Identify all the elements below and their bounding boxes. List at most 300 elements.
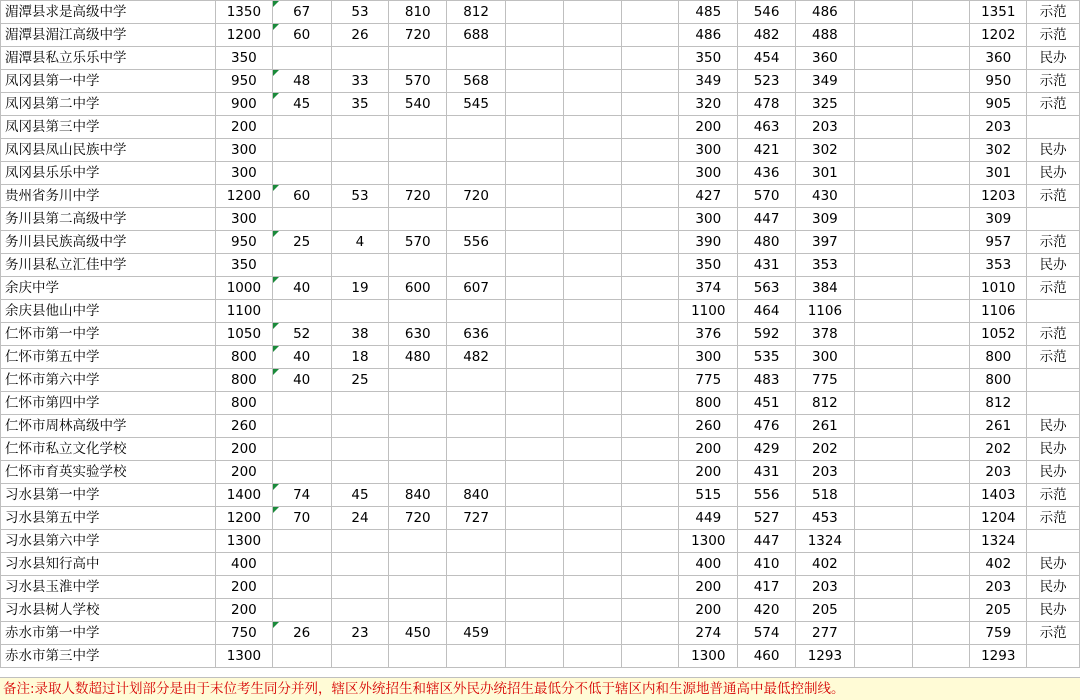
value-cell[interactable]: [854, 70, 912, 93]
value-cell[interactable]: 759: [970, 622, 1027, 645]
value-cell[interactable]: 301: [795, 162, 854, 185]
value-cell[interactable]: [621, 208, 679, 231]
value-cell[interactable]: [331, 415, 389, 438]
school-type-cell[interactable]: [1027, 645, 1080, 668]
value-cell[interactable]: 451: [738, 392, 796, 415]
value-cell[interactable]: [331, 254, 389, 277]
value-cell[interactable]: 1100: [215, 300, 272, 323]
value-cell[interactable]: [621, 231, 679, 254]
value-cell[interactable]: [563, 553, 621, 576]
value-cell[interactable]: 1300: [215, 645, 272, 668]
value-cell[interactable]: 400: [215, 553, 272, 576]
value-cell[interactable]: [912, 139, 970, 162]
value-cell[interactable]: [621, 645, 679, 668]
value-cell[interactable]: [505, 231, 563, 254]
value-cell[interactable]: 53: [331, 1, 389, 24]
value-cell[interactable]: 486: [679, 24, 738, 47]
value-cell[interactable]: [563, 1, 621, 24]
value-cell[interactable]: [912, 162, 970, 185]
value-cell[interactable]: [912, 530, 970, 553]
value-cell[interactable]: 720: [389, 185, 447, 208]
value-cell[interactable]: [563, 392, 621, 415]
value-cell[interactable]: 812: [970, 392, 1027, 415]
value-cell[interactable]: 45: [331, 484, 389, 507]
value-cell[interactable]: 349: [795, 70, 854, 93]
value-cell[interactable]: [621, 415, 679, 438]
value-cell[interactable]: [272, 461, 331, 484]
value-cell[interactable]: [447, 438, 506, 461]
school-type-cell[interactable]: 示范: [1027, 484, 1080, 507]
value-cell[interactable]: [621, 392, 679, 415]
value-cell[interactable]: [389, 116, 447, 139]
value-cell[interactable]: 483: [738, 369, 796, 392]
school-type-cell[interactable]: 民办: [1027, 553, 1080, 576]
value-cell[interactable]: [912, 438, 970, 461]
value-cell[interactable]: 302: [970, 139, 1027, 162]
value-cell[interactable]: [272, 645, 331, 668]
school-name-cell[interactable]: 仁怀市第五中学: [1, 346, 216, 369]
value-cell[interactable]: [447, 139, 506, 162]
value-cell[interactable]: 60: [272, 185, 331, 208]
school-name-cell[interactable]: 凤冈县乐乐中学: [1, 162, 216, 185]
value-cell[interactable]: 1010: [970, 277, 1027, 300]
school-name-cell[interactable]: 仁怀市第一中学: [1, 323, 216, 346]
value-cell[interactable]: 1204: [970, 507, 1027, 530]
value-cell[interactable]: 200: [215, 461, 272, 484]
value-cell[interactable]: 390: [679, 231, 738, 254]
value-cell[interactable]: 556: [738, 484, 796, 507]
value-cell[interactable]: [563, 208, 621, 231]
value-cell[interactable]: 630: [389, 323, 447, 346]
value-cell[interactable]: [621, 530, 679, 553]
school-name-cell[interactable]: 湄潭县私立乐乐中学: [1, 47, 216, 70]
value-cell[interactable]: [389, 47, 447, 70]
value-cell[interactable]: [505, 415, 563, 438]
value-cell[interactable]: 1300: [679, 530, 738, 553]
value-cell[interactable]: [621, 24, 679, 47]
value-cell[interactable]: 775: [795, 369, 854, 392]
value-cell[interactable]: [912, 254, 970, 277]
value-cell[interactable]: 300: [679, 162, 738, 185]
value-cell[interactable]: 205: [970, 599, 1027, 622]
value-cell[interactable]: 1200: [215, 507, 272, 530]
value-cell[interactable]: [505, 254, 563, 277]
value-cell[interactable]: [389, 162, 447, 185]
value-cell[interactable]: 360: [795, 47, 854, 70]
value-cell[interactable]: 436: [738, 162, 796, 185]
value-cell[interactable]: [621, 438, 679, 461]
value-cell[interactable]: 478: [738, 93, 796, 116]
value-cell[interactable]: 636: [447, 323, 506, 346]
value-cell[interactable]: [912, 484, 970, 507]
value-cell[interactable]: 203: [970, 576, 1027, 599]
value-cell[interactable]: [389, 553, 447, 576]
school-type-cell[interactable]: 民办: [1027, 415, 1080, 438]
value-cell[interactable]: 420: [738, 599, 796, 622]
value-cell[interactable]: 431: [738, 254, 796, 277]
value-cell[interactable]: [854, 1, 912, 24]
value-cell[interactable]: [563, 622, 621, 645]
value-cell[interactable]: [389, 369, 447, 392]
school-name-cell[interactable]: 贵州省务川中学: [1, 185, 216, 208]
value-cell[interactable]: [447, 369, 506, 392]
value-cell[interactable]: 200: [215, 116, 272, 139]
value-cell[interactable]: 482: [738, 24, 796, 47]
value-cell[interactable]: [331, 47, 389, 70]
value-cell[interactable]: [447, 208, 506, 231]
value-cell[interactable]: [912, 116, 970, 139]
value-cell[interactable]: [447, 576, 506, 599]
value-cell[interactable]: 545: [447, 93, 506, 116]
value-cell[interactable]: [912, 208, 970, 231]
value-cell[interactable]: [272, 254, 331, 277]
value-cell[interactable]: [912, 507, 970, 530]
value-cell[interactable]: 750: [215, 622, 272, 645]
school-type-cell[interactable]: [1027, 392, 1080, 415]
value-cell[interactable]: 523: [738, 70, 796, 93]
value-cell[interactable]: 274: [679, 622, 738, 645]
value-cell[interactable]: 800: [215, 346, 272, 369]
school-name-cell[interactable]: 湄潭县求是高级中学: [1, 1, 216, 24]
value-cell[interactable]: 26: [331, 24, 389, 47]
school-name-cell[interactable]: 习水县第五中学: [1, 507, 216, 530]
value-cell[interactable]: [912, 461, 970, 484]
value-cell[interactable]: [563, 484, 621, 507]
value-cell[interactable]: [621, 461, 679, 484]
value-cell[interactable]: [447, 392, 506, 415]
value-cell[interactable]: [912, 185, 970, 208]
school-type-cell[interactable]: 民办: [1027, 461, 1080, 484]
value-cell[interactable]: 320: [679, 93, 738, 116]
value-cell[interactable]: [563, 277, 621, 300]
value-cell[interactable]: [912, 277, 970, 300]
school-type-cell[interactable]: 民办: [1027, 599, 1080, 622]
value-cell[interactable]: [505, 300, 563, 323]
school-name-cell[interactable]: 余庆县他山中学: [1, 300, 216, 323]
value-cell[interactable]: 453: [795, 507, 854, 530]
value-cell[interactable]: 402: [795, 553, 854, 576]
value-cell[interactable]: 52: [272, 323, 331, 346]
value-cell[interactable]: [854, 47, 912, 70]
value-cell[interactable]: 300: [215, 208, 272, 231]
value-cell[interactable]: 74: [272, 484, 331, 507]
value-cell[interactable]: [505, 70, 563, 93]
value-cell[interactable]: [912, 392, 970, 415]
value-cell[interactable]: [854, 369, 912, 392]
value-cell[interactable]: [563, 254, 621, 277]
value-cell[interactable]: [272, 139, 331, 162]
value-cell[interactable]: 1052: [970, 323, 1027, 346]
value-cell[interactable]: [854, 438, 912, 461]
value-cell[interactable]: 353: [795, 254, 854, 277]
school-type-cell[interactable]: [1027, 208, 1080, 231]
value-cell[interactable]: [563, 346, 621, 369]
value-cell[interactable]: [272, 576, 331, 599]
value-cell[interactable]: [912, 1, 970, 24]
value-cell[interactable]: 18: [331, 346, 389, 369]
value-cell[interactable]: [912, 70, 970, 93]
value-cell[interactable]: [912, 323, 970, 346]
value-cell[interactable]: [621, 47, 679, 70]
value-cell[interactable]: 353: [970, 254, 1027, 277]
value-cell[interactable]: [272, 300, 331, 323]
value-cell[interactable]: 261: [970, 415, 1027, 438]
value-cell[interactable]: 540: [389, 93, 447, 116]
value-cell[interactable]: 1203: [970, 185, 1027, 208]
school-type-cell[interactable]: 示范: [1027, 70, 1080, 93]
school-type-cell[interactable]: [1027, 300, 1080, 323]
value-cell[interactable]: 447: [738, 530, 796, 553]
value-cell[interactable]: [272, 47, 331, 70]
value-cell[interactable]: [389, 415, 447, 438]
value-cell[interactable]: [854, 622, 912, 645]
value-cell[interactable]: 957: [970, 231, 1027, 254]
value-cell[interactable]: [912, 553, 970, 576]
value-cell[interactable]: [389, 599, 447, 622]
value-cell[interactable]: 1300: [215, 530, 272, 553]
value-cell[interactable]: 812: [447, 1, 506, 24]
value-cell[interactable]: 1324: [970, 530, 1027, 553]
value-cell[interactable]: 527: [738, 507, 796, 530]
value-cell[interactable]: [563, 300, 621, 323]
value-cell[interactable]: [505, 507, 563, 530]
value-cell[interactable]: 430: [795, 185, 854, 208]
value-cell[interactable]: 460: [738, 645, 796, 668]
value-cell[interactable]: [505, 438, 563, 461]
value-cell[interactable]: [505, 139, 563, 162]
value-cell[interactable]: [621, 1, 679, 24]
value-cell[interactable]: 40: [272, 346, 331, 369]
value-cell[interactable]: 40: [272, 277, 331, 300]
value-cell[interactable]: [505, 323, 563, 346]
value-cell[interactable]: 568: [447, 70, 506, 93]
school-name-cell[interactable]: 赤水市第三中学: [1, 645, 216, 668]
value-cell[interactable]: 810: [389, 1, 447, 24]
value-cell[interactable]: 905: [970, 93, 1027, 116]
value-cell[interactable]: 417: [738, 576, 796, 599]
value-cell[interactable]: [447, 47, 506, 70]
value-cell[interactable]: 518: [795, 484, 854, 507]
value-cell[interactable]: 40: [272, 369, 331, 392]
school-name-cell[interactable]: 凤冈县第二中学: [1, 93, 216, 116]
value-cell[interactable]: 374: [679, 277, 738, 300]
value-cell[interactable]: 300: [679, 139, 738, 162]
value-cell[interactable]: 203: [795, 116, 854, 139]
value-cell[interactable]: 482: [447, 346, 506, 369]
value-cell[interactable]: 1202: [970, 24, 1027, 47]
value-cell[interactable]: 349: [679, 70, 738, 93]
value-cell[interactable]: 427: [679, 185, 738, 208]
value-cell[interactable]: [563, 507, 621, 530]
value-cell[interactable]: 800: [215, 392, 272, 415]
value-cell[interactable]: 812: [795, 392, 854, 415]
school-type-cell[interactable]: 民办: [1027, 254, 1080, 277]
value-cell[interactable]: [389, 645, 447, 668]
value-cell[interactable]: 950: [215, 231, 272, 254]
value-cell[interactable]: [331, 208, 389, 231]
value-cell[interactable]: 464: [738, 300, 796, 323]
value-cell[interactable]: 1300: [679, 645, 738, 668]
value-cell[interactable]: [854, 162, 912, 185]
value-cell[interactable]: [854, 599, 912, 622]
school-name-cell[interactable]: 仁怀市第六中学: [1, 369, 216, 392]
value-cell[interactable]: 402: [970, 553, 1027, 576]
value-cell[interactable]: 23: [331, 622, 389, 645]
value-cell[interactable]: 4: [331, 231, 389, 254]
value-cell[interactable]: [447, 530, 506, 553]
school-type-cell[interactable]: 示范: [1027, 93, 1080, 116]
value-cell[interactable]: 688: [447, 24, 506, 47]
value-cell[interactable]: [272, 530, 331, 553]
school-type-cell[interactable]: 民办: [1027, 438, 1080, 461]
value-cell[interactable]: 200: [215, 438, 272, 461]
value-cell[interactable]: [505, 47, 563, 70]
value-cell[interactable]: [272, 415, 331, 438]
value-cell[interactable]: 300: [215, 139, 272, 162]
value-cell[interactable]: [854, 484, 912, 507]
value-cell[interactable]: 200: [679, 576, 738, 599]
value-cell[interactable]: 33: [331, 70, 389, 93]
value-cell[interactable]: [563, 530, 621, 553]
value-cell[interactable]: [331, 553, 389, 576]
value-cell[interactable]: 277: [795, 622, 854, 645]
school-type-cell[interactable]: 示范: [1027, 24, 1080, 47]
value-cell[interactable]: 200: [679, 599, 738, 622]
value-cell[interactable]: [505, 116, 563, 139]
value-cell[interactable]: [912, 369, 970, 392]
value-cell[interactable]: [505, 576, 563, 599]
value-cell[interactable]: 260: [679, 415, 738, 438]
value-cell[interactable]: [563, 185, 621, 208]
value-cell[interactable]: [389, 254, 447, 277]
value-cell[interactable]: 200: [679, 438, 738, 461]
school-name-cell[interactable]: 赤水市第一中学: [1, 622, 216, 645]
value-cell[interactable]: [272, 392, 331, 415]
value-cell[interactable]: 486: [795, 1, 854, 24]
value-cell[interactable]: 775: [679, 369, 738, 392]
value-cell[interactable]: 447: [738, 208, 796, 231]
value-cell[interactable]: [389, 576, 447, 599]
value-cell[interactable]: 200: [679, 461, 738, 484]
value-cell[interactable]: 202: [970, 438, 1027, 461]
school-type-cell[interactable]: 示范: [1027, 1, 1080, 24]
value-cell[interactable]: 1400: [215, 484, 272, 507]
value-cell[interactable]: [272, 162, 331, 185]
value-cell[interactable]: [854, 346, 912, 369]
value-cell[interactable]: [621, 576, 679, 599]
value-cell[interactable]: [563, 415, 621, 438]
value-cell[interactable]: [389, 392, 447, 415]
value-cell[interactable]: [563, 599, 621, 622]
value-cell[interactable]: 67: [272, 1, 331, 24]
value-cell[interactable]: [331, 530, 389, 553]
value-cell[interactable]: [331, 116, 389, 139]
value-cell[interactable]: 476: [738, 415, 796, 438]
value-cell[interactable]: 546: [738, 1, 796, 24]
school-name-cell[interactable]: 湄潭县湄江高级中学: [1, 24, 216, 47]
school-name-cell[interactable]: 习水县玉淮中学: [1, 576, 216, 599]
value-cell[interactable]: [854, 392, 912, 415]
value-cell[interactable]: 421: [738, 139, 796, 162]
school-type-cell[interactable]: 示范: [1027, 185, 1080, 208]
value-cell[interactable]: [621, 70, 679, 93]
value-cell[interactable]: 556: [447, 231, 506, 254]
value-cell[interactable]: [505, 461, 563, 484]
school-name-cell[interactable]: 仁怀市私立文化学校: [1, 438, 216, 461]
value-cell[interactable]: [912, 47, 970, 70]
value-cell[interactable]: 950: [215, 70, 272, 93]
value-cell[interactable]: [505, 1, 563, 24]
value-cell[interactable]: [854, 530, 912, 553]
value-cell[interactable]: 429: [738, 438, 796, 461]
school-type-cell[interactable]: 示范: [1027, 507, 1080, 530]
school-name-cell[interactable]: 务川县私立汇佳中学: [1, 254, 216, 277]
value-cell[interactable]: 48: [272, 70, 331, 93]
value-cell[interactable]: 300: [679, 208, 738, 231]
school-name-cell[interactable]: 仁怀市周林高级中学: [1, 415, 216, 438]
value-cell[interactable]: [563, 576, 621, 599]
value-cell[interactable]: [621, 93, 679, 116]
value-cell[interactable]: [854, 24, 912, 47]
value-cell[interactable]: 535: [738, 346, 796, 369]
value-cell[interactable]: [854, 231, 912, 254]
value-cell[interactable]: [447, 599, 506, 622]
value-cell[interactable]: [389, 139, 447, 162]
value-cell[interactable]: [505, 484, 563, 507]
value-cell[interactable]: [447, 553, 506, 576]
value-cell[interactable]: 200: [215, 576, 272, 599]
value-cell[interactable]: 309: [970, 208, 1027, 231]
value-cell[interactable]: 360: [970, 47, 1027, 70]
value-cell[interactable]: 35: [331, 93, 389, 116]
value-cell[interactable]: 800: [970, 346, 1027, 369]
value-cell[interactable]: 309: [795, 208, 854, 231]
school-type-cell[interactable]: 示范: [1027, 277, 1080, 300]
value-cell[interactable]: [505, 622, 563, 645]
value-cell[interactable]: [854, 553, 912, 576]
value-cell[interactable]: [621, 300, 679, 323]
value-cell[interactable]: [331, 162, 389, 185]
value-cell[interactable]: 38: [331, 323, 389, 346]
value-cell[interactable]: 1293: [970, 645, 1027, 668]
value-cell[interactable]: 25: [272, 231, 331, 254]
value-cell[interactable]: 260: [215, 415, 272, 438]
value-cell[interactable]: [621, 323, 679, 346]
value-cell[interactable]: 376: [679, 323, 738, 346]
value-cell[interactable]: [621, 507, 679, 530]
value-cell[interactable]: 800: [970, 369, 1027, 392]
value-cell[interactable]: 515: [679, 484, 738, 507]
value-cell[interactable]: [854, 208, 912, 231]
value-cell[interactable]: [563, 461, 621, 484]
value-cell[interactable]: [854, 139, 912, 162]
value-cell[interactable]: 485: [679, 1, 738, 24]
value-cell[interactable]: [505, 599, 563, 622]
value-cell[interactable]: 488: [795, 24, 854, 47]
value-cell[interactable]: 607: [447, 277, 506, 300]
value-cell[interactable]: [563, 231, 621, 254]
value-cell[interactable]: 1293: [795, 645, 854, 668]
value-cell[interactable]: [563, 93, 621, 116]
value-cell[interactable]: [505, 392, 563, 415]
value-cell[interactable]: [563, 162, 621, 185]
value-cell[interactable]: 350: [679, 254, 738, 277]
value-cell[interactable]: [912, 415, 970, 438]
value-cell[interactable]: [447, 645, 506, 668]
value-cell[interactable]: 570: [389, 231, 447, 254]
school-type-cell[interactable]: [1027, 369, 1080, 392]
school-name-cell[interactable]: 务川县民族高级中学: [1, 231, 216, 254]
